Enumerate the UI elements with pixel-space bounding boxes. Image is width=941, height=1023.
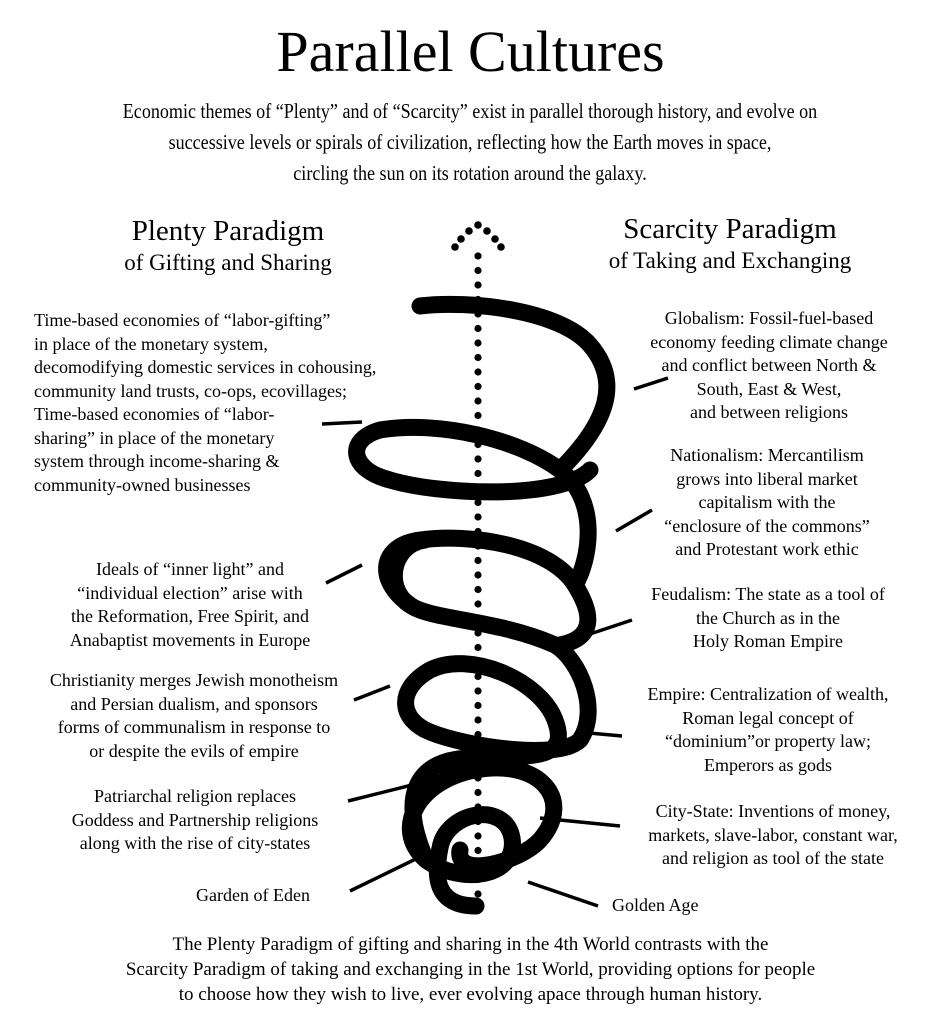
label-line: Emperors as gods <box>704 754 832 775</box>
axis-dot <box>474 644 481 651</box>
axis-dot <box>474 716 481 723</box>
label-line: City-State: Inventions of money, <box>655 801 891 821</box>
plenty-paradigm-heading <box>88 214 368 278</box>
axis-dot <box>474 557 481 564</box>
footer-line: Scarcity Paradigm of taking and exchanging in the 1st World, providing options for people <box>125 959 816 980</box>
label-line: markets, slave-labor, constant war, <box>648 824 898 845</box>
label-line: Golden Age <box>612 895 699 915</box>
intro-text <box>117 96 822 189</box>
axis-dot <box>483 227 491 235</box>
label-line: the Church as in the <box>696 607 840 628</box>
axis-dot <box>474 397 481 404</box>
axis-dot <box>474 354 481 361</box>
label-line: community land trusts, co-ops, ecovillages; <box>34 380 347 401</box>
plenty-label-garden-of-eden <box>196 884 310 908</box>
axis-dot <box>474 339 481 346</box>
footer-text <box>0 932 941 1007</box>
label-line: Ideals of “inner light” and <box>96 559 284 579</box>
civilization-spiral <box>357 304 607 906</box>
label-line: in place of the monetary system, <box>34 333 268 354</box>
label-line: Anabaptist movements in Europe <box>69 629 311 650</box>
plenty-label-labor-gifting <box>34 309 376 497</box>
label-line: grows into liberal market <box>676 468 858 489</box>
label-line: Patriarchal religion replaces <box>94 786 296 806</box>
label-line: Globalism: Fossil-fuel-based <box>664 308 874 328</box>
label-line: system through income-sharing & <box>34 451 280 471</box>
scarcity-paradigm-heading <box>580 212 880 276</box>
label-line: forms of communalism in response to <box>57 717 331 737</box>
axis-dot <box>457 235 465 243</box>
axis-dot <box>474 267 481 274</box>
axis-dot <box>474 383 481 390</box>
axis-dot <box>491 235 499 243</box>
scarcity-label-globalism <box>614 307 924 425</box>
plenty-label-inner-light <box>40 558 340 652</box>
axis-dot <box>474 325 481 332</box>
label-line: Goddess and Partnership religions <box>71 809 319 830</box>
intro-line: successive levels or spirals of civilization, reflecting how the Earth moves in space, <box>168 130 772 154</box>
label-line: capitalism with the <box>698 492 836 512</box>
label-line: and conflict between North & <box>661 355 877 375</box>
label-line: decomodifying domestic services in cohousing, <box>34 357 377 377</box>
label-line: “dominium”or property law; <box>665 731 871 751</box>
axis-dot <box>451 243 459 251</box>
axis-dot <box>474 789 481 796</box>
label-line: “enclosure of the commons” <box>664 515 870 536</box>
plenty-label-christianity <box>10 669 378 763</box>
axis-dot <box>474 600 481 607</box>
scarcity-label-golden-age <box>612 894 698 918</box>
scarcity-label-city-state <box>612 800 934 871</box>
axis-dot <box>497 243 505 251</box>
plenty-heading: Plenty Paradigm <box>131 215 325 247</box>
plenty-label-patriarchal-religion <box>40 785 350 856</box>
axis-dot <box>474 412 481 419</box>
label-line: along with the rise of city-states <box>79 833 311 853</box>
label-line: sharing” in place of the monetary <box>34 427 275 448</box>
label-line: Christianity merges Jewish monotheism <box>49 670 339 690</box>
page-title: Parallel Cultures <box>276 19 665 84</box>
label-line: or despite the evils of empire <box>89 740 299 761</box>
label-line: Garden of Eden <box>196 885 310 905</box>
label-line: Empire: Centralization of wealth, <box>647 684 889 704</box>
axis-dot <box>474 455 481 462</box>
dotted-time-axis <box>451 221 505 897</box>
axis-dot <box>474 470 481 477</box>
label-line: Holy Roman Empire <box>693 631 843 651</box>
label-line: and between religions <box>690 402 848 422</box>
label-line: community-owned businesses <box>34 474 251 495</box>
footer-line: to choose how they wish to live, ever evolving apace through human history. <box>178 984 763 1005</box>
label-line: Time-based economies of “labor-gifting” <box>34 310 331 330</box>
label-line: and Persian dualism, and sponsors <box>70 693 318 714</box>
label-line: South, East & West, <box>696 378 842 399</box>
axis-dot <box>474 252 481 259</box>
footer-line: The Plenty Paradigm of gifting and sharing in the 4th World contrasts with the <box>172 934 769 955</box>
scarcity-label-nationalism <box>622 444 912 562</box>
axis-dot <box>474 368 481 375</box>
intro-line: Economic themes of “Plenty” and of “Scarcity” exist in parallel thorough history, and evolve on <box>122 99 818 123</box>
label-line: Roman legal concept of <box>682 707 854 728</box>
label-line: economy feeding climate change <box>650 331 888 352</box>
axis-dot <box>474 687 481 694</box>
axis-dot <box>474 221 482 229</box>
label-line: the Reformation, Free Spirit, and <box>71 606 309 626</box>
scarcity-heading: Scarcity Paradigm <box>623 213 837 245</box>
axis-dot <box>465 227 473 235</box>
plenty-subheading: of Gifting and Sharing <box>124 250 332 275</box>
axis-dot <box>474 890 481 897</box>
label-line: and religion as tool of the state <box>662 848 884 868</box>
axis-dot <box>474 702 481 709</box>
label-line: Feudalism: The state as a tool of <box>651 584 885 604</box>
scarcity-subheading: of Taking and Exchanging <box>608 248 852 273</box>
scarcity-label-feudalism <box>618 583 918 654</box>
axis-dot <box>474 571 481 578</box>
scarcity-label-empire <box>612 683 924 777</box>
axis-dot <box>474 281 481 288</box>
label-line: Time-based economies of “labor- <box>34 404 275 424</box>
axis-dot <box>474 847 481 854</box>
label-line: Nationalism: Mercantilism <box>670 445 864 465</box>
intro-line: circling the sun on its rotation around the galaxy. <box>293 161 647 185</box>
label-line: “individual election” arise with <box>77 582 303 603</box>
axis-dot <box>474 586 481 593</box>
label-line: and Protestant work ethic <box>675 539 859 559</box>
axis-dot <box>474 832 481 839</box>
axis-dot <box>474 513 481 520</box>
